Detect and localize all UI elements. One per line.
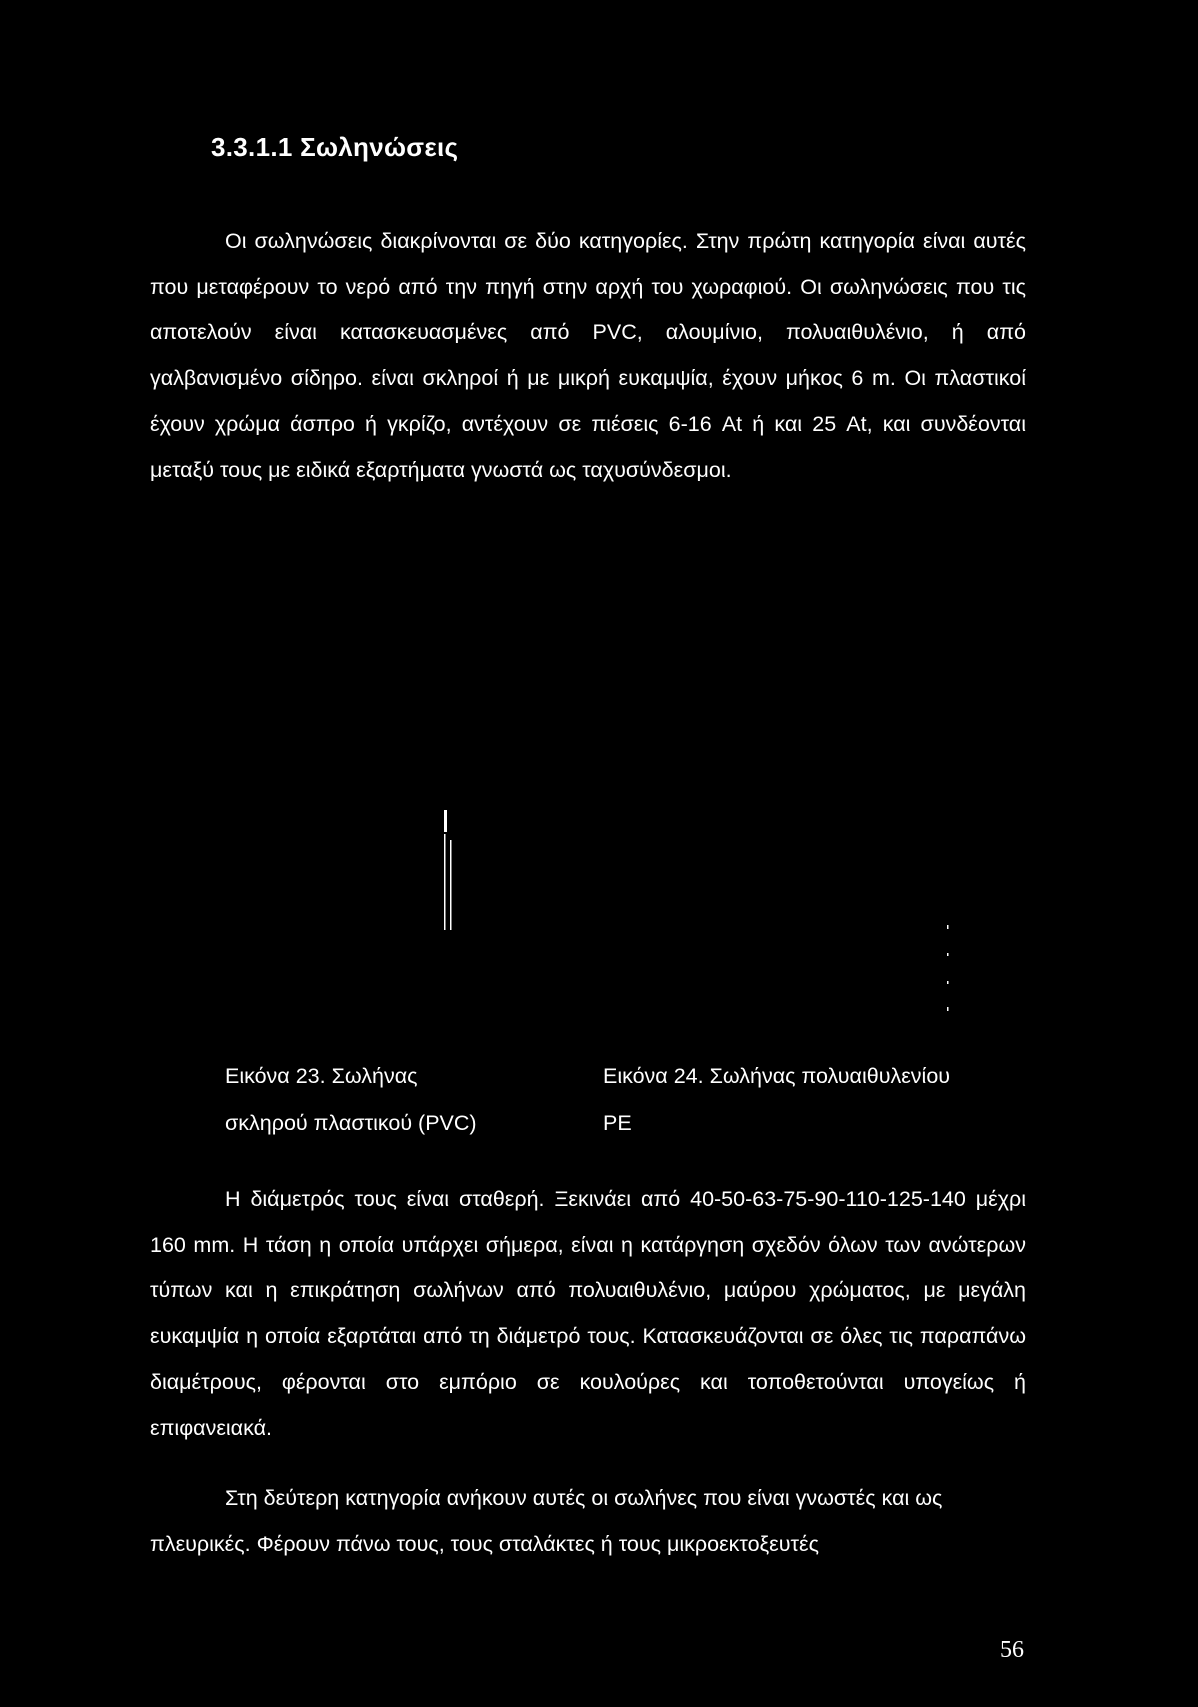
figure-23-caption-line2: σκληρού πλαστικού (PVC) — [225, 1111, 477, 1135]
figure-24-caption-line2: PE — [603, 1111, 632, 1135]
figure-23-image — [443, 810, 455, 930]
page-number: 56 — [1000, 1637, 1024, 1663]
section-heading: 3.3.1.1 Σωληνώσεις — [211, 132, 459, 162]
figure-24-caption-line1: Εικόνα 24. Σωλήνας πολυαιθυλενίου — [603, 1064, 951, 1088]
figure-23-caption-line1: Εικόνα 23. Σωλήνας — [225, 1064, 418, 1088]
paragraph-diameter: Η διάμετρός τους είναι σταθερή. Ξεκινάει από 40-50-63-75-90-110-125-140 μέχρι 160 mm. Η τάση η οποία υπάρχει σήμερα, είναι η κατάργηση σχεδόν όλων των ανώτερων τύπων και η επικράτηση σωλήνων από πολυαιθυλένιο, μαύρου χρώματος, με μεγάλη ευκαμψία η οποία εξαρτάται από τη διάμετρό τους. Κατασκευάζονται σε όλες τις παραπάνω διαμέτρους, φέρονται στο εμπόριο σε κουλούρες και τοποθετούνται υπογείως ή επιφανειακά. — [150, 1187, 1026, 1440]
figure-24-image — [945, 925, 951, 1015]
figures-area — [150, 780, 1026, 1030]
paragraph-second-category: Στη δεύτερη κατηγορία ανήκουν αυτές οι σωλήνες που είναι γνωστές και ως πλευρικές. Φέρουν πάνω τους, τους σταλάκτες ή τους μικροεκτοξευτές — [150, 1486, 943, 1556]
paragraph-intro: Οι σωληνώσεις διακρίνονται σε δύο κατηγορίες. Στην πρώτη κατηγορία είναι αυτές που μεταφέρουν το νερό από την πηγή στην αρχή του χωραφιού. Οι σωληνώσεις που τις αποτελούν είναι κατασκευασμένες από PVC, αλουμίνιο, πολυαιθυλένιο, ή από γαλβανισμένο σίδηρο. είναι σκληροί ή με μικρή ευκαμψία, έχουν μήκος 6 m. Οι πλαστικοί έχουν χρώμα άσπρο ή γκρίζο, αντέχουν σε πιέσεις 6-16 At ή και 25 At, και συνδέονται μεταξύ τους με ειδικά εξαρτήματα γνωστά ως ταχυσύνδεσμοι. — [150, 229, 1026, 482]
figure-24-caption — [603, 1053, 1043, 1147]
figure-23-caption — [225, 1053, 555, 1147]
